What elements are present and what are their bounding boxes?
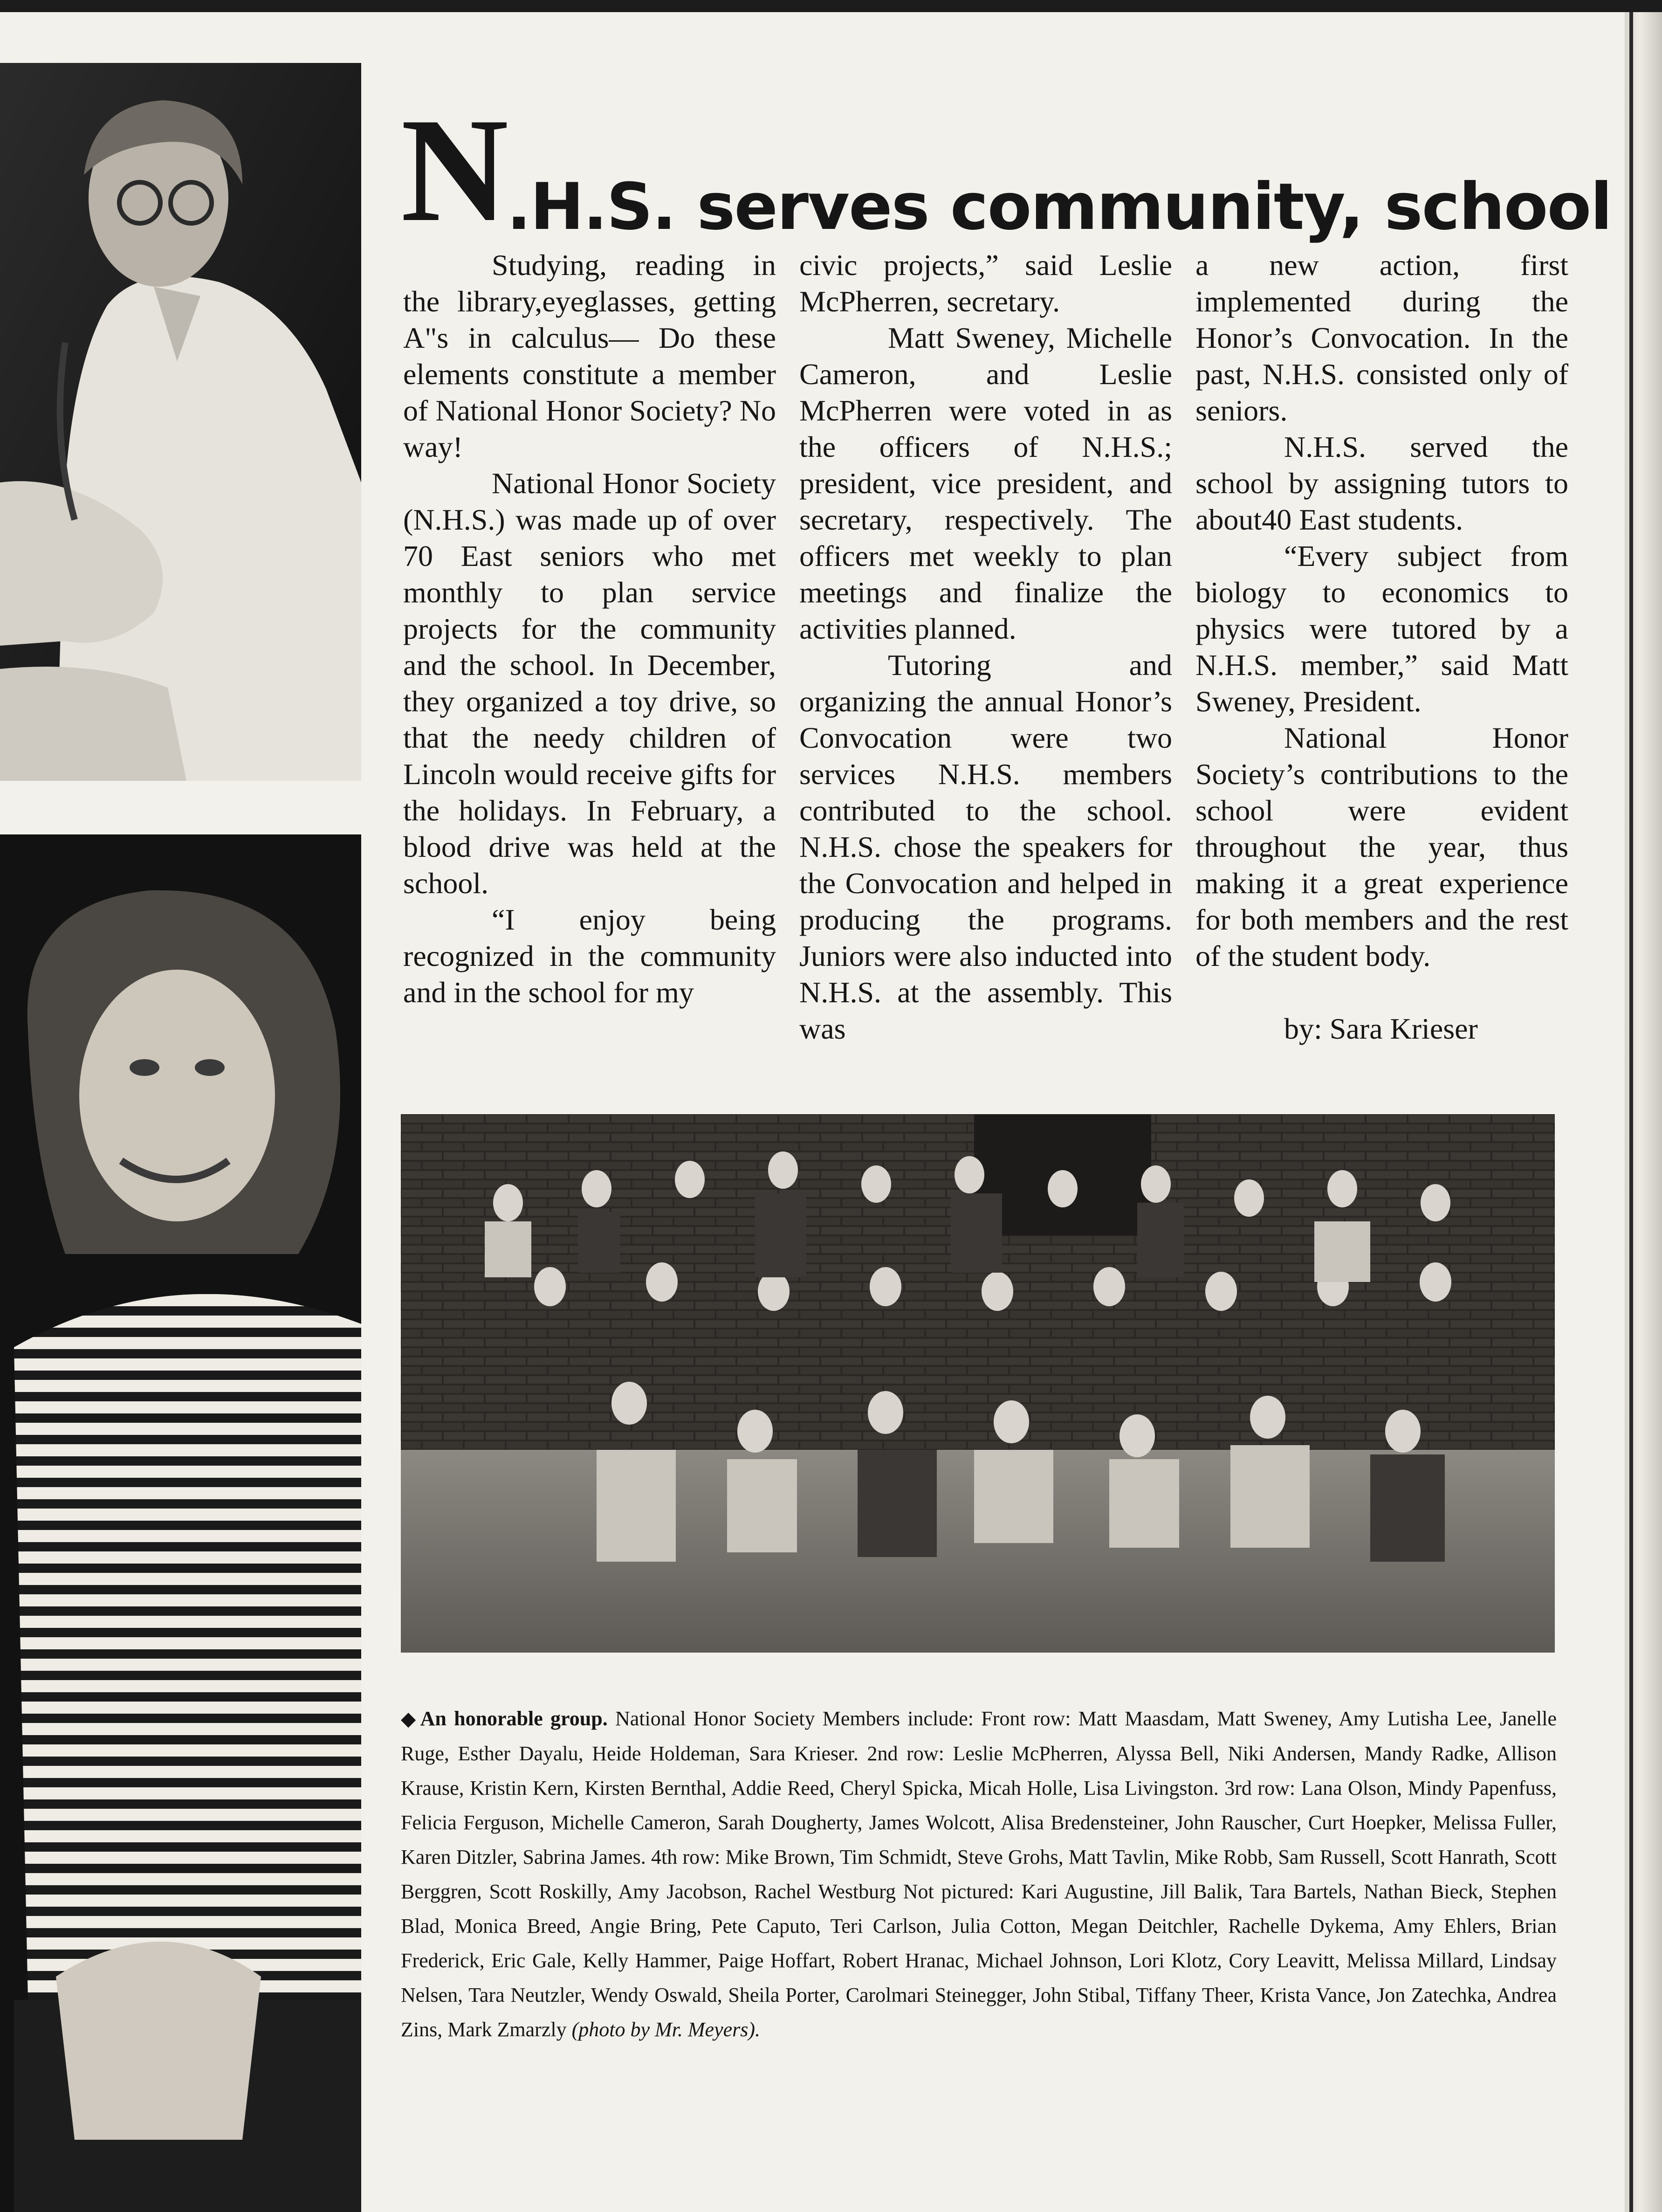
diamond-bullet-icon: ◆ xyxy=(401,1709,419,1730)
photo-caption xyxy=(401,1702,1557,2047)
article-column-3 xyxy=(1195,247,1568,1047)
photo-woman-white-coat xyxy=(0,63,361,781)
article-paragraph: Studying, reading in the library,eyeglasses, getting A"s in calculus— Do these elements constitute a member of National Honor Society? No way! xyxy=(403,248,776,463)
page-edge xyxy=(1625,12,1662,2212)
article-paragraph: “Every subject from biology to economics to physics were tutored by a N.H.S. member,” said Matt Sweney, President. xyxy=(1195,539,1568,718)
article-paragraph: National Honor Society’s contributions to the school were evident throughout the year, thus making it a great experience for both members and the rest of the student body. xyxy=(1195,721,1568,972)
article-paragraph: N.H.S. served the school by assigning tutors to about40 East students. xyxy=(1195,430,1568,536)
article-paragraph: a new action, first implemented during the Honor’s Convocation. In the past, N.H.S. consisted only of seniors. xyxy=(1195,248,1568,427)
article-column-1 xyxy=(403,247,776,1011)
article-column-2 xyxy=(799,247,1172,1047)
caption-lead: An honorable group. xyxy=(420,1707,608,1730)
top-rule xyxy=(0,0,1662,12)
article-paragraph: “I enjoy being recognized in the community and in the school for my xyxy=(403,903,776,1009)
article-paragraph: Matt Sweney, Michelle Cameron, and Leslie McPherren were voted in as the officers of N.H.S.; president, vice president, and secretary, respectively. The officers met weekly to plan meetings and finalize the activities planned. xyxy=(799,321,1172,645)
article-paragraph: civic projects,” said Leslie McPherren, secretary. xyxy=(799,248,1172,318)
caption-body: National Honor Society Members include: Front row: Matt Maasdam, Matt Sweney, Amy Lutisha Lee, Janelle Ruge, Esther Dayalu, Heide Holdeman, Sara Krieser. 2nd row: Leslie McPherren, Alyssa Bell, Niki Andersen, Mandy Radke, Allison Krause, Kristin Kern, Kirsten Bernthal, Addie Reed, Cheryl Spicka, Micah Holle, Lisa Livingston. 3rd row: Lana Olson, Mindy Papenfuss, Felicia Ferguson, Michelle Cameron, Sarah Dougherty, James Wolcott, Alisa Bredensteiner, John Rauscher, Curt Hoepker, Melissa Fuller, Karen Ditzler, Sabrina James. 4th row: Mike Brown, Tim Schmidt, Steve Grohs, Matt Tavlin, Mike Robb, Sam Russell, Scott Hanrath, Scott Berggren, Scott Roskilly, Amy Jacobson, Rachel Westburg Not pictured: Kari Augustine, Jill Balik, Tara Bartels, Nathan Bieck, Stephen Blad, Monica Breed, Angie Bring, Pete Caputo, Teri Carlson, Julia Cotton, Megan Deitchler, Rachelle Dykema, Amy Ehlers, Brian Frederick, Eric Gale, Kelly Hammer, Paige Hoffart, Robert Hranac, Michael Johnson, Lori Klotz, Cory Leavitt, Melissa Millard, Lindsay Nelsen, Tara Neutzler, Wendy Oswald, Sheila Porter, Carolmari Steinegger, John Stibal, Tiffany Theer, Krista Vance, Jon Zatechka, Andrea Zins, Mark Zmarzly xyxy=(401,1707,1557,2041)
photo-credit: (photo by Mr. Meyers). xyxy=(571,2018,761,2041)
photo-group-nhs-members xyxy=(401,1114,1555,1653)
photo-student-striped-shirt xyxy=(0,834,361,2212)
article-paragraph: National Honor Society (N.H.S.) was made up of over 70 East seniors who met monthly to plan service projects for the community and the school. In December, they organized a toy drive, so that the needy children of Lincoln would receive gifts for the holidays. In February, a blood drive was held at the school. xyxy=(403,467,776,900)
article-paragraph: Tutoring and organizing the annual Honor’s Convocation were two services N.H.S. members contributed to the school. N.H.S. chose the speakers for the Convocation and helped in producing the programs. Juniors were also inducted into N.H.S. at the assembly. This was xyxy=(799,648,1172,1045)
headline-text: .H.S. serves community, school xyxy=(507,169,1612,244)
headline xyxy=(401,88,1612,253)
byline: by: Sara Krieser xyxy=(1284,1012,1478,1045)
headline-initial: N xyxy=(401,88,507,253)
